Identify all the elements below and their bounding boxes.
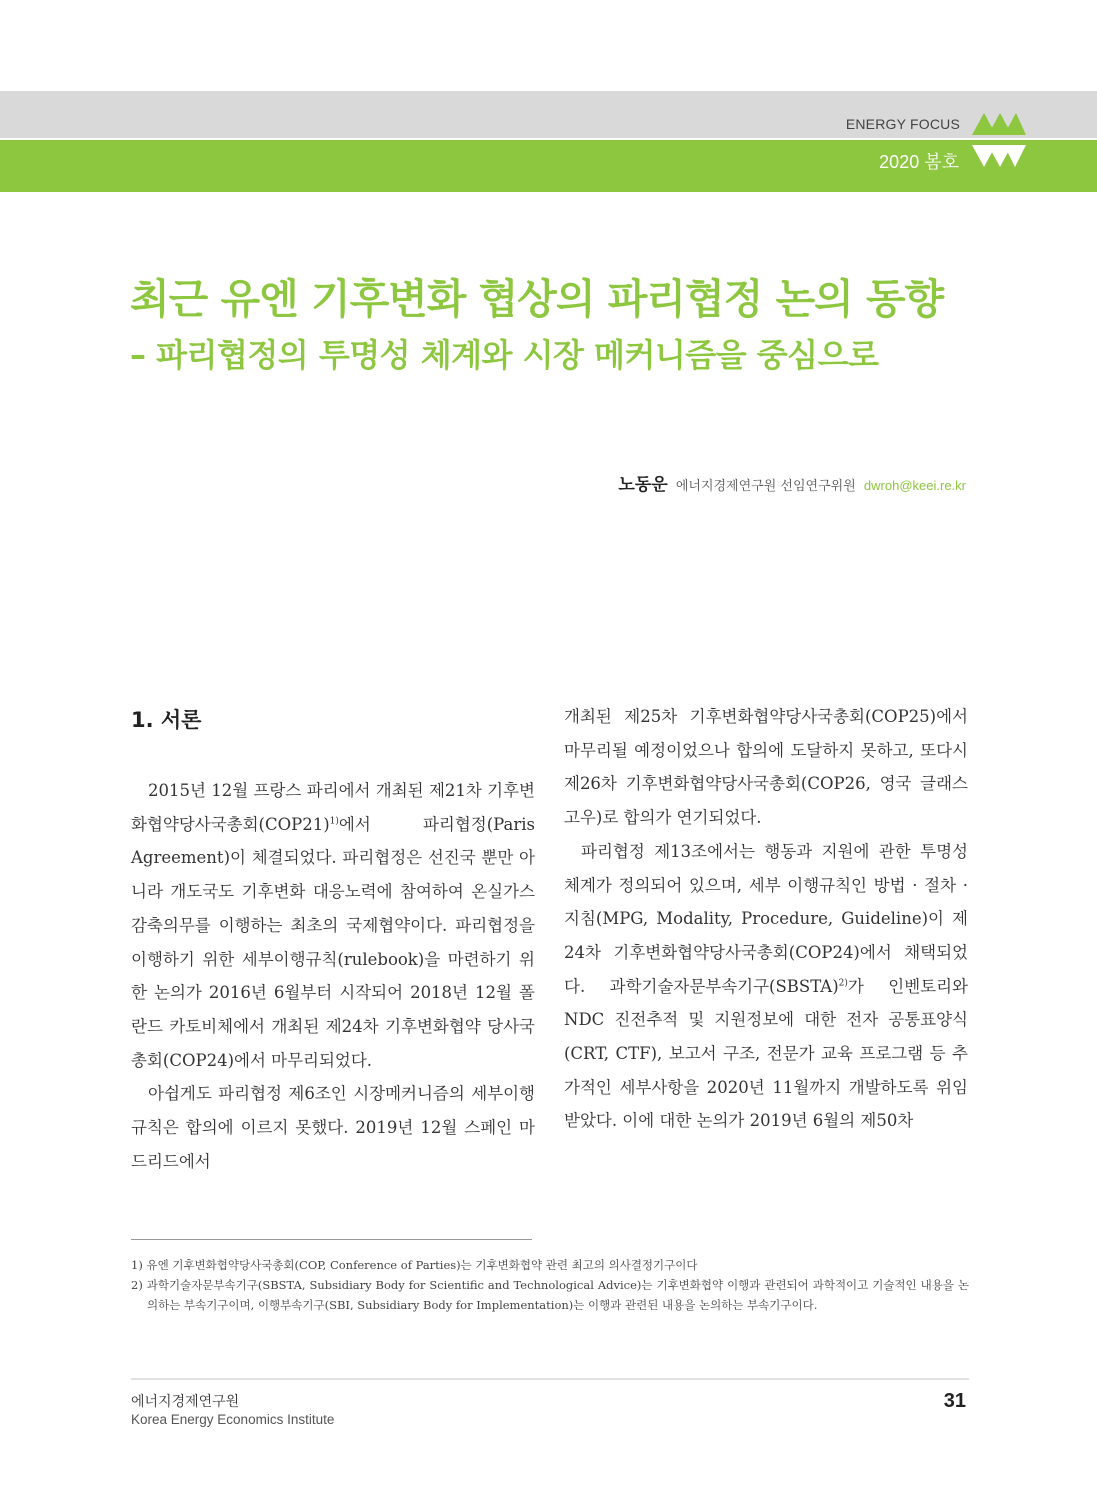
paragraph-3-text-a: 파리협정 제13조에서는 행동과 지원에 관한 투명성 체계가 정의되어 있으며, 세부 이행규칙인 방법 · 절차 · 지침(MPG, Modality, Procedure, Guideline)이 제24차 기후변화협약당사국총회(COP24)에서 채택되었다. 과학기술자문부속기구(SBSTA) bbox=[564, 841, 968, 996]
footer-org-english: Korea Energy Economics Institute bbox=[131, 1412, 335, 1427]
title-line-1: 최근 유엔 기후변화 협상의 파리협정 논의 동향 bbox=[130, 275, 944, 323]
footnote-ref-2[interactable]: 2) bbox=[838, 978, 848, 989]
issue-label: 2020 봄호 bbox=[879, 152, 959, 172]
footer-divider bbox=[131, 1378, 969, 1380]
footnote-1: 1) 유엔 기후변화협약당사국총회(COP, Conference of Parties)는 기후변화협약 관련 최고의 의사결정기구이다 bbox=[131, 1258, 698, 1272]
footer-org-korean: 에너지경제연구원 bbox=[131, 1394, 240, 1410]
footnotes bbox=[131, 1255, 969, 1315]
page-number: 31 bbox=[943, 1390, 966, 1412]
body-column-right bbox=[564, 700, 968, 1138]
footnote-2: 2) 과학기술자문부속기구(SBSTA, Subsidiary Body for Scientific and Technological Advice)는 기후변화협약 이행과 관련되어 과학적이고 기술적인 내용을 논의하는 부속기구이며, 이행부속기구(SBI, Subsidiary Body for Implementation)는 이행과 관련된 내용을 논의하는 부속기구이다. bbox=[131, 1278, 969, 1312]
paragraph-2: 아쉽게도 파리협정 제6조인 시장메커니즘의 세부이행규칙은 합의에 이르지 못했다. 2019년 12월 스페인 마드리드에서 bbox=[131, 1084, 535, 1171]
author-affiliation: 에너지경제연구원 선임연구위원 bbox=[675, 479, 856, 494]
triangles-logo-icon bbox=[968, 111, 1028, 171]
article-title bbox=[130, 270, 970, 382]
paragraph-3 bbox=[564, 835, 968, 1138]
footnote-ref-1[interactable]: 1) bbox=[329, 816, 339, 827]
footnote-divider bbox=[131, 1239, 532, 1240]
author-byline bbox=[618, 470, 966, 495]
body-column-left bbox=[131, 700, 535, 1178]
author-email[interactable]: dwroh@keei.re.kr bbox=[863, 478, 966, 493]
paragraph-3-text-b: 가 인벤토리와 NDC 진전추적 및 지원정보에 대한 전자 공통표양식(CRT, CTF), 보고서 구조, 전문가 교육 프로그램 등 추가적인 세부사항을 2020년 11월까지 개발하도록 위임받았다. 이에 대한 논의가 2019년 6월의 제50차 bbox=[564, 976, 968, 1131]
paragraph-2-continued: 개최된 제25차 기후변화협약당사국총회(COP25)에서 마무리될 예정이었으나 합의에 도달하지 못하고, 또다시 제26차 기후변화협약당사국총회(COP26, 영국 글래스고우)로 합의가 연기되었다. bbox=[564, 707, 968, 828]
author-name: 노동운 bbox=[618, 475, 668, 495]
title-line-2: – 파리협정의 투명성 체계와 시장 메커니즘을 중심으로 bbox=[130, 336, 879, 374]
paragraph-1-text-b: 에서 파리협정(Paris Agreement)이 체결되었다. 파리협정은 선진국 뿐만 아니라 개도국도 기후변화 대응노력에 참여하여 온실가스 감축의무를 이행하는 최초의 국제협약이다. 파리협정을 이행하기 위한 세부이행규칙(rulebook)을 마련하기 위한 논의가 2016년 6월부터 시작되어 2018년 12월 폴란드 카토비체에서 개최된 제24차 기후변화협약 당사국총회(COP24)에서 마무리되었다. bbox=[131, 814, 535, 1070]
series-name: ENERGY FOCUS bbox=[845, 116, 960, 132]
paragraph-1-text-a: 2015년 12월 프랑스 파리에서 개최된 제21차 기후변화협약당사국총회(COP21) bbox=[131, 781, 535, 834]
section-heading: 1. 서론 bbox=[131, 708, 202, 732]
paragraph-1 bbox=[131, 774, 535, 1077]
